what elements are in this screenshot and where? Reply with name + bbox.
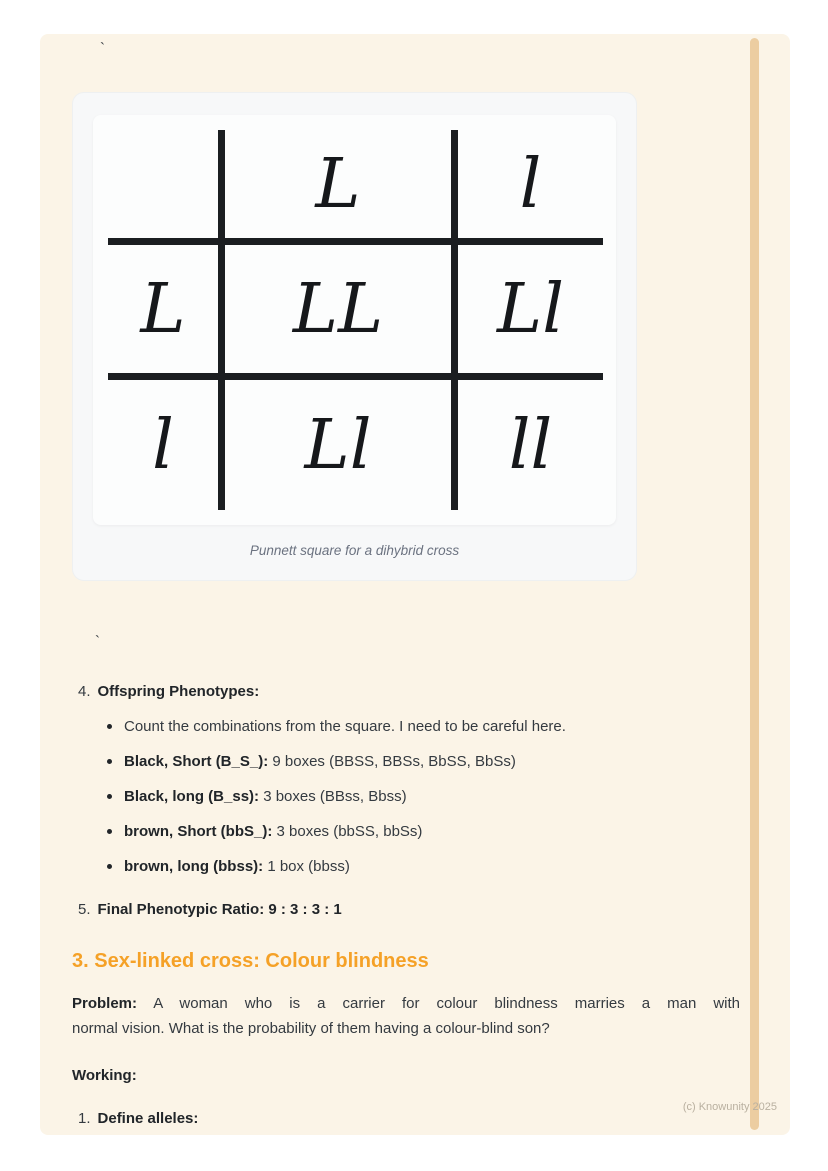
list-item-define-alleles	[78, 1108, 740, 1129]
problem-paragraph	[72, 991, 740, 1041]
list-number: 5.	[78, 901, 91, 918]
bullet-dot-icon	[107, 864, 112, 869]
bullet-text: Count the combinations from the square. I need to be careful here.	[124, 718, 566, 735]
bullet-bold-label: Black, Short (B_S_):	[124, 753, 269, 770]
phenotype-bullet-list	[107, 716, 740, 877]
list-number: 4.	[78, 683, 91, 700]
document-content	[40, 34, 790, 1129]
bullet-bold-label: brown, Short (bbS_):	[124, 823, 273, 840]
list-item-title: Offspring Phenotypes:	[97, 683, 260, 700]
bullet-dot-icon	[107, 794, 112, 799]
document-page	[40, 34, 790, 1135]
bullet-text: 3 boxes (BBss, Bbss)	[259, 788, 407, 805]
bullet-dot-icon	[107, 724, 112, 729]
list-number: 1.	[78, 1110, 91, 1127]
working-label: Working:	[72, 1067, 137, 1084]
punnett-cell: Ll	[458, 245, 603, 380]
stray-backtick-mid: `	[95, 633, 100, 650]
list-item-final-ratio	[78, 899, 740, 920]
list-item-title: Define alleles:	[97, 1110, 199, 1127]
bullet-bold-label: brown, long (bbss):	[124, 858, 264, 875]
list-item	[107, 786, 740, 807]
punnett-col-header: l	[458, 130, 603, 245]
bullet-text: 3 boxes (bbSS, bbSs)	[272, 823, 423, 840]
punnett-row-header: l	[108, 380, 225, 510]
bullet-bold-label: Black, long (B_ss):	[124, 788, 260, 805]
problem-text-line1: A woman who is a carrier for colour blindness marries a man with	[137, 995, 740, 1012]
list-item	[107, 856, 740, 877]
punnett-cell: ll	[508, 405, 553, 485]
punnett-cell: Ll	[225, 380, 458, 510]
list-item	[107, 821, 740, 842]
list-item	[107, 716, 740, 737]
bullet-dot-icon	[107, 759, 112, 764]
bullet-text: 9 boxes (BBSS, BBSs, BbSS, BbSs)	[268, 753, 516, 770]
list-item-offspring-phenotypes	[78, 681, 740, 702]
section-heading: 3. Sex-linked cross: Colour blindness	[72, 950, 429, 972]
problem-text-line2: normal vision. What is the probability of them having a colour-blind son?	[72, 1020, 550, 1037]
punnett-row-header: L	[108, 245, 225, 380]
punnett-grid	[108, 130, 603, 510]
punnett-square-image	[93, 115, 616, 525]
scroll-indicator-bar[interactable]	[750, 38, 759, 1130]
punnett-cell: LL	[225, 245, 458, 380]
bullet-text: 1 box (bbss)	[263, 858, 350, 875]
bullet-dot-icon	[107, 829, 112, 834]
knowunity-watermark: (c) Knowunity 2025	[682, 1101, 777, 1113]
list-item-title: Final Phenotypic Ratio: 9 : 3 : 3 : 1	[97, 901, 342, 918]
punnett-col-header: L	[225, 130, 458, 245]
punnett-corner-cell	[108, 130, 225, 245]
stray-backtick-top: `	[100, 40, 105, 57]
problem-label: Problem:	[72, 995, 138, 1012]
figure-caption: Punnett square for a dihybrid cross	[249, 543, 460, 558]
punnett-figure-card	[72, 92, 637, 581]
list-item	[107, 751, 740, 772]
